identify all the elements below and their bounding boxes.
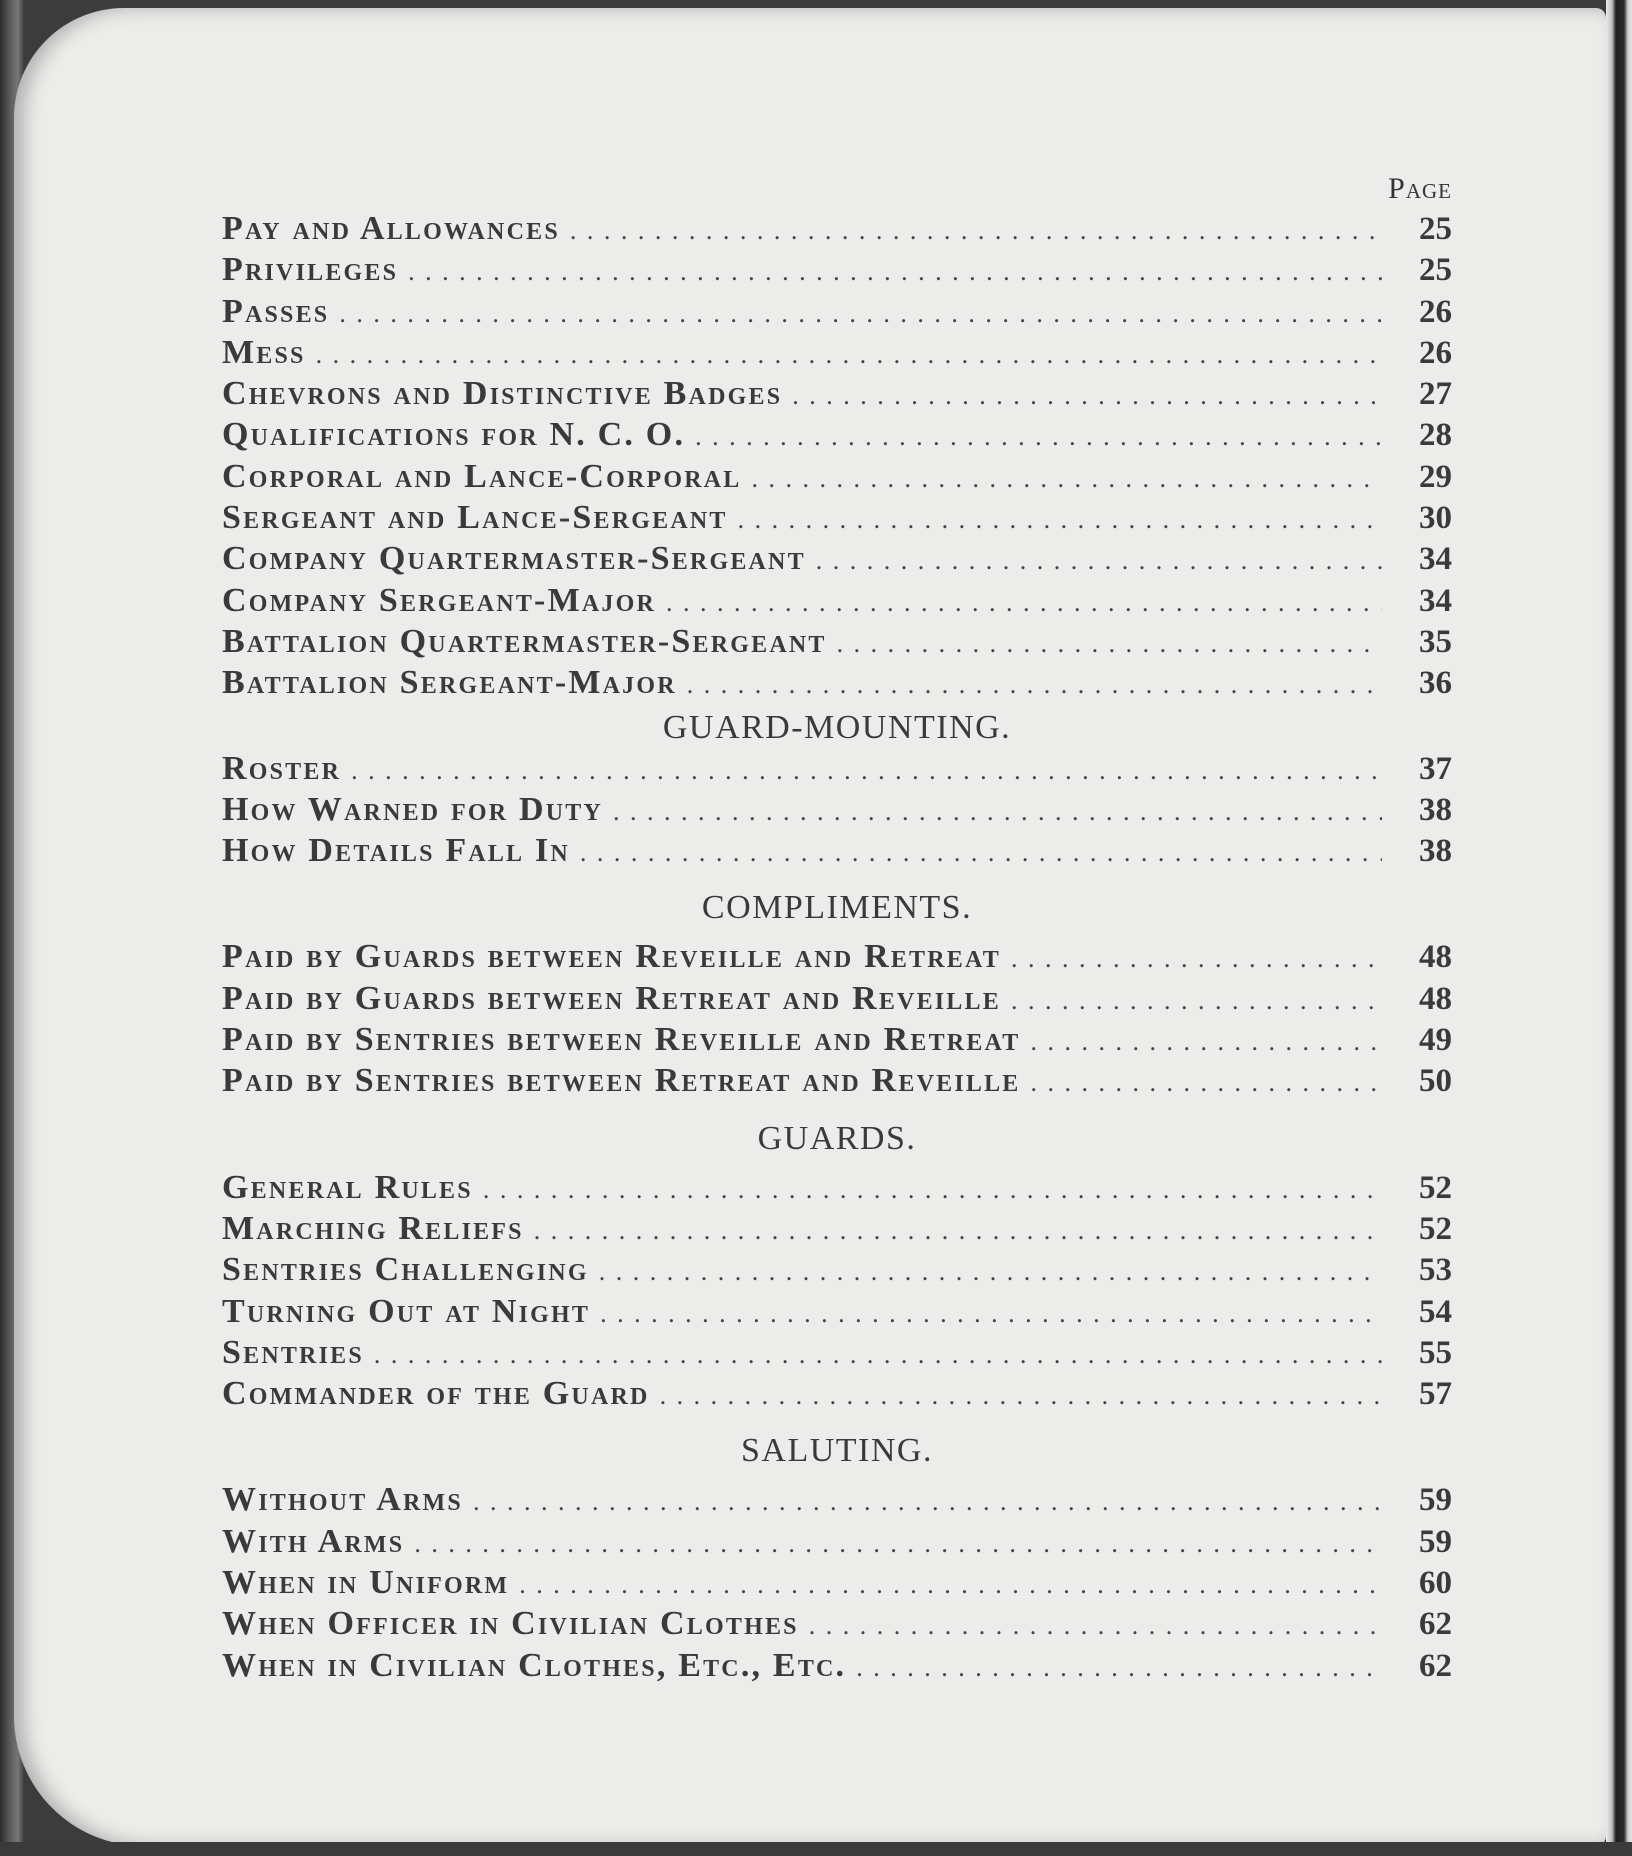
toc-entry xyxy=(222,1373,1452,1414)
toc-entry-page-number: 59 xyxy=(1419,1482,1452,1519)
toc-entry-page-number: 60 xyxy=(1419,1565,1452,1602)
toc-entry-title: When in Uniform xyxy=(222,1564,510,1602)
dot-leader xyxy=(534,1210,1382,1251)
toc-entry-page-number: 52 xyxy=(1419,1210,1452,1247)
dot-leader xyxy=(600,1293,1382,1334)
toc-entry-title: Sentries xyxy=(222,1333,364,1371)
page-column-label: Page xyxy=(1388,172,1452,205)
toc-entry-title: How Warned for Duty xyxy=(222,790,604,828)
toc-entry-page-number: 26 xyxy=(1419,334,1452,371)
toc-entry-title: Roster xyxy=(222,749,342,787)
dot-leader xyxy=(351,750,1382,791)
toc-entry-title: Paid by Sentries between Retreat and Reveille xyxy=(222,1062,1021,1100)
dot-leader xyxy=(809,1605,1382,1646)
toc-entry-page-number: 49 xyxy=(1419,1022,1452,1059)
dot-leader xyxy=(687,664,1382,705)
toc-entry-title: Commander of the Guard xyxy=(222,1375,650,1413)
toc-entry xyxy=(222,1332,1452,1373)
toc-entry xyxy=(222,662,1452,703)
toc-entry-title: Mess xyxy=(222,333,306,371)
dot-leader xyxy=(570,210,1382,251)
toc-entry-title: Chevrons and Distinctive Badges xyxy=(222,375,783,413)
toc-entry-title: Qualifications for N. C. O. xyxy=(222,416,686,454)
toc-entry-title: Company Quartermaster-Sergeant xyxy=(222,540,806,578)
dot-leader xyxy=(483,1169,1382,1210)
toc-entry xyxy=(222,1167,1452,1208)
dot-leader xyxy=(1031,1021,1383,1062)
dot-leader xyxy=(837,623,1382,664)
toc-entry xyxy=(222,456,1452,497)
toc-entry-page-number: 59 xyxy=(1419,1523,1452,1560)
toc-entry xyxy=(222,1291,1452,1332)
dot-leader xyxy=(374,1334,1382,1375)
toc-entry-page-number: 54 xyxy=(1419,1293,1452,1330)
toc-entry-title: Paid by Guards between Reveille and Retreat xyxy=(222,938,1001,976)
section-heading: SALUTING. xyxy=(741,1432,933,1470)
toc-entry xyxy=(222,249,1452,290)
toc-entry-page-number: 48 xyxy=(1419,980,1452,1017)
dot-leader xyxy=(519,1564,1382,1605)
toc-entry xyxy=(222,1249,1452,1290)
toc-entry-page-number: 52 xyxy=(1419,1169,1452,1206)
toc-entry xyxy=(222,1060,1452,1101)
dot-leader xyxy=(316,334,1382,375)
dot-leader xyxy=(599,1251,1382,1292)
toc-entry xyxy=(222,978,1452,1019)
dot-leader xyxy=(666,582,1382,623)
toc-entry xyxy=(222,1645,1452,1686)
toc-entry xyxy=(222,1208,1452,1249)
toc-entry-title: Corporal and Lance-Corporal xyxy=(222,457,742,495)
toc-entry-page-number: 62 xyxy=(1419,1647,1452,1684)
toc-entry-page-number: 62 xyxy=(1419,1606,1452,1643)
toc-entry xyxy=(222,748,1452,789)
toc-entry xyxy=(222,373,1452,414)
table-of-contents xyxy=(222,170,1452,1686)
dot-leader xyxy=(738,499,1382,540)
toc-entry-title: Passes xyxy=(222,292,330,330)
toc-entry-title: Sergeant and Lance-Sergeant xyxy=(222,499,728,537)
toc-entry-title: Battalion Sergeant-Major xyxy=(222,664,677,702)
toc-entry xyxy=(222,1019,1452,1060)
toc-entry xyxy=(222,208,1452,249)
toc-entry xyxy=(222,497,1452,538)
toc-entry xyxy=(222,830,1452,871)
toc-entry-page-number: 50 xyxy=(1419,1063,1452,1100)
dot-leader xyxy=(408,251,1382,292)
toc-entry-title: Marching Reliefs xyxy=(222,1209,524,1247)
toc-entry-title: Company Sergeant-Major xyxy=(222,581,656,619)
section-heading: COMPLIMENTS. xyxy=(701,889,973,927)
toc-entry-page-number: 38 xyxy=(1419,791,1452,828)
dot-leader xyxy=(613,791,1382,832)
toc-entry-title: Privileges xyxy=(222,251,399,289)
toc-entry-title: When Officer in Civilian Clothes xyxy=(222,1605,799,1643)
toc-entry-page-number: 34 xyxy=(1419,541,1452,578)
toc-entry-page-number: 27 xyxy=(1419,376,1452,413)
toc-entry-page-number: 57 xyxy=(1419,1376,1452,1413)
dot-leader xyxy=(816,540,1382,581)
toc-entry-page-number: 25 xyxy=(1419,211,1452,247)
toc-entry xyxy=(222,580,1452,621)
toc-entry-title: Paid by Sentries between Reveille and Retreat xyxy=(222,1021,1021,1059)
toc-entry-title: Battalion Quartermaster-Sergeant xyxy=(222,622,827,660)
dot-leader xyxy=(660,1375,1382,1416)
toc-entry xyxy=(222,789,1452,830)
toc-entry-page-number: 37 xyxy=(1419,750,1452,787)
dot-leader xyxy=(1031,1062,1383,1103)
toc-entry-title: With Arms xyxy=(222,1522,405,1560)
toc-entry xyxy=(222,1603,1452,1644)
toc-entry-title: General Rules xyxy=(222,1168,473,1206)
toc-entry xyxy=(222,936,1452,977)
toc-body xyxy=(222,208,1452,1686)
dot-leader xyxy=(856,1647,1382,1688)
toc-entry-title: When in Civilian Clothes, Etc., Etc. xyxy=(222,1646,847,1684)
toc-entry xyxy=(222,1562,1452,1603)
dot-leader xyxy=(339,293,1382,334)
section-heading: GUARDS. xyxy=(757,1119,917,1157)
toc-entry-page-number: 26 xyxy=(1419,293,1452,330)
dot-leader xyxy=(752,458,1382,499)
toc-entry-page-number: 29 xyxy=(1419,458,1452,495)
dot-leader xyxy=(695,416,1382,457)
toc-entry-page-number: 30 xyxy=(1419,500,1452,537)
toc-entry xyxy=(222,414,1452,455)
dot-leader xyxy=(414,1523,1382,1564)
toc-entry xyxy=(222,1521,1452,1562)
page-gutter xyxy=(1606,0,1632,1856)
toc-entry-page-number: 48 xyxy=(1419,939,1452,976)
toc-entry-page-number: 38 xyxy=(1419,833,1452,870)
dot-leader xyxy=(1011,980,1382,1021)
toc-entry-title: Sentries Challenging xyxy=(222,1251,589,1289)
toc-entry-page-number: 36 xyxy=(1419,665,1452,702)
toc-entry-page-number: 34 xyxy=(1419,582,1452,619)
toc-entry-page-number: 25 xyxy=(1419,252,1452,289)
dot-leader xyxy=(473,1481,1382,1522)
toc-entry xyxy=(222,332,1452,373)
dot-leader xyxy=(792,375,1382,416)
toc-entry-title: Pay and Allowances xyxy=(222,210,560,247)
toc-entry-title: Paid by Guards between Retreat and Reveille xyxy=(222,979,1001,1017)
toc-entry-page-number: 35 xyxy=(1419,623,1452,660)
toc-entry xyxy=(222,1479,1452,1520)
book-bottom-edge xyxy=(0,1842,1632,1856)
toc-entry xyxy=(222,538,1452,579)
section-heading: GUARD-MOUNTING. xyxy=(662,708,1012,746)
toc-entry-title: Without Arms xyxy=(222,1481,463,1519)
toc-entry xyxy=(222,291,1452,332)
toc-entry-title: Turning Out at Night xyxy=(222,1292,591,1330)
toc-entry-page-number: 28 xyxy=(1419,417,1452,454)
dot-leader xyxy=(580,832,1382,873)
toc-entry xyxy=(222,621,1452,662)
toc-entry-page-number: 53 xyxy=(1419,1252,1452,1289)
toc-entry-title: How Details Fall In xyxy=(222,832,570,870)
dot-leader xyxy=(1011,938,1382,979)
toc-entry-page-number: 55 xyxy=(1419,1334,1452,1371)
